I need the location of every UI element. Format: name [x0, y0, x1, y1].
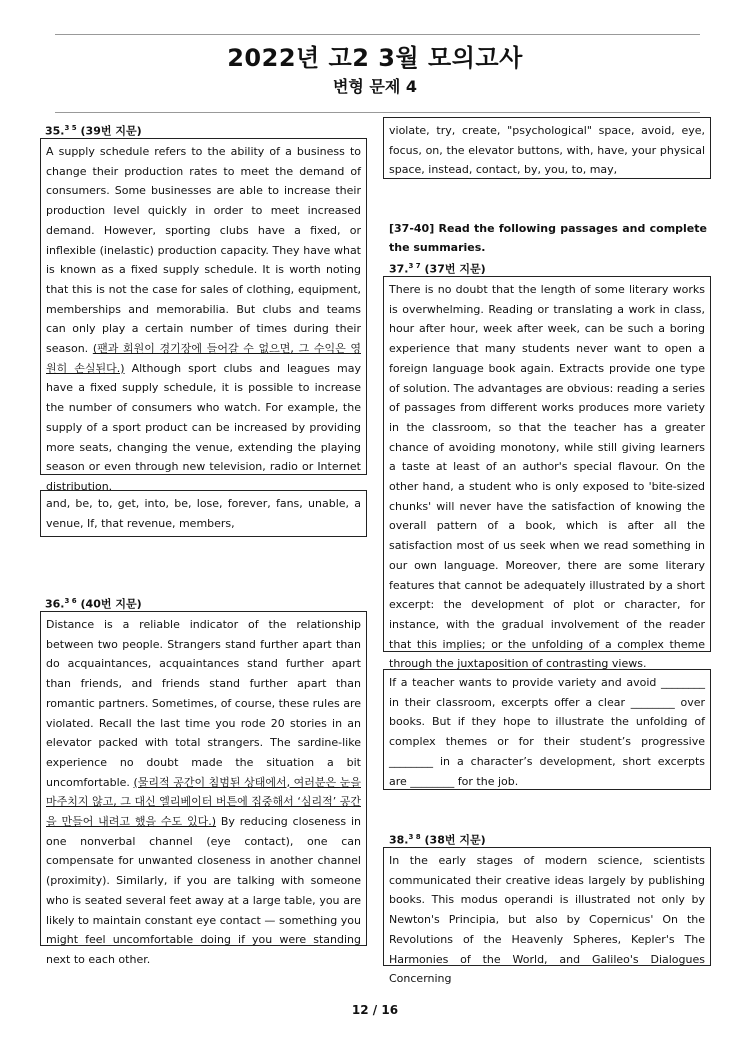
q36-passage-box [40, 611, 367, 966]
q37-summary-box [383, 669, 711, 790]
q35-word-bank: and, be, to, get, into, be, lose, forever, fans, unable, a venue, If, that revenue, members, [46, 497, 361, 530]
q36-underlined-korean: (물리적 공간이 침범된 상태에서, 여러분은 눈을 마주치지 않고, 그 대신 엘리베이터 버튼에 집중해서 ‘심리적’ 공간을 만들어 내려고 했을 수도 있다.) [46, 775, 361, 829]
instructions: [37-40] Read the following passages and complete the summaries. [389, 222, 707, 254]
q38-heading [389, 829, 486, 849]
q37-source: (37번 지문) [424, 262, 486, 276]
page-title: 2022년 고2 3월 모의고사 [227, 44, 523, 72]
q37-number: 37. [389, 262, 409, 276]
top-rule [55, 34, 700, 35]
q35-sup: 3 5 [64, 124, 77, 132]
q36-passage-part2: By reducing closeness in one nonverbal channel (eye contact), one can compensate for unwanted closeness in another channel (proximity). Similarly, if you are talking with someone who is seated several feet away at a large table, you are likely to maintain constant eye contact — something you might feel uncomfortable doing if you were standing next to each other. [46, 815, 361, 966]
q35-number: 35. [45, 124, 65, 138]
q36-source: (40번 지문) [80, 597, 142, 611]
q35-passage-part2: Although sport clubs and leagues may have a fixed supply schedule, it is possible to increase the number of consumers who watch. For example, the supply of a sport product can be increased by providing more seats, changing the venue, extending the playing season or even through new television, radio or Internet distribution. [46, 361, 361, 493]
q38-passage: In the early stages of modern science, scientists communicated their creative ideas largely by publishing books. This modus operandi is illustrated not only by Newton's Principia, but also by Copernicus' On the Revolutions of the Heavenly Spheres, Kepler's The Harmonies of the World, and Galileo's Dialogues Concerning [389, 854, 705, 986]
q37-summary: If a teacher wants to provide variety and avoid ________ in their classroom, excerpts offer a clear ________ over books. But if they hope to illustrate the unfolding of complex themes or for their student’s progressive ________ in a character’s development, short excerpts are ________ for the job. [389, 676, 705, 788]
q35-passage-part1: A supply schedule refers to the ability of a business to change their production rates to meet the demand of consumers. Some businesses are able to increase their production level quickly in order to meet increased demand. However, sporting clubs have a fixed, or inflexible (inelastic) production capacity. They have what is known as a fixed supply schedule. It is worth noting that this is not the case for sales of clothing, equipment, memberships and memorabilia. But clubs and teams can only play a certain number of times during their season. [46, 145, 361, 356]
q37-sup: 3 7 [408, 262, 421, 270]
q36-word-bank: violate, try, create, "psychological" space, avoid, eye, focus, on, the elevator buttons, with, have, your physical space, instead, contact, by, you, to, may, [389, 124, 705, 177]
q36-number: 36. [45, 597, 65, 611]
q35-source: (39번 지문) [80, 124, 142, 138]
q38-number: 38. [389, 833, 409, 847]
q35-heading [45, 120, 142, 140]
q37-passage-box [383, 276, 711, 671]
q38-sup: 3 8 [408, 833, 421, 841]
q35-underlined-korean: (팬과 회원이 경기장에 들어갈 수 없으면, 그 수익은 영원히 손실된다.) [46, 342, 361, 375]
page-number: 12 / 16 [351, 1003, 399, 1017]
q38-passage-box [383, 847, 711, 986]
q38-source: (38번 지문) [424, 833, 486, 847]
header-rule [55, 112, 700, 113]
q36-sup: 3 6 [64, 597, 77, 605]
q35-word-bank-box [40, 490, 367, 537]
page-subtitle: 변형 문제 4 [332, 77, 418, 96]
q37-heading [389, 258, 486, 278]
q37-passage: There is no doubt that the length of some literary works is overwhelming. Reading or translating a work in class, hour after hour, week after week, can be such a boring experience that many students never want to open a foreign language book again. Extracts provide one type of solution. The advantages are obvious: reading a series of passages from different works produces more variety in the classroom, so that the teacher has a greater chance of avoiding monotony, while still giving learners a taste at least of an author's special flavour. On the other hand, a student who is only exposed to 'bite-sized chunks' will never have the satisfaction of knowing the overall pattern of a book, which is after all the satisfaction most of us seek when we read something in our own language. Moreover, there are some literary features that cannot be adequately illustrated by a short excerpt: the development of plot or character, for instance, with the gradual involvement of the reader that this implies; or the unfolding of a complex theme through the juxtaposition of contrasting views. [389, 283, 705, 671]
q36-word-bank-box [383, 117, 711, 179]
q35-passage-box [40, 138, 367, 493]
q36-passage-part1: Distance is a reliable indicator of the relationship between two people. Strangers stand further apart than do acquaintances, acquaintances stand further apart than friends, and friends stand further apart than romantic partners. Sometimes, of course, these rules are violated. Recall the last time you rode 20 stories in an elevator packed with total strangers. The sardine-like experience no doubt made the situation a bit uncomfortable. [46, 618, 361, 789]
q36-heading [45, 593, 142, 613]
